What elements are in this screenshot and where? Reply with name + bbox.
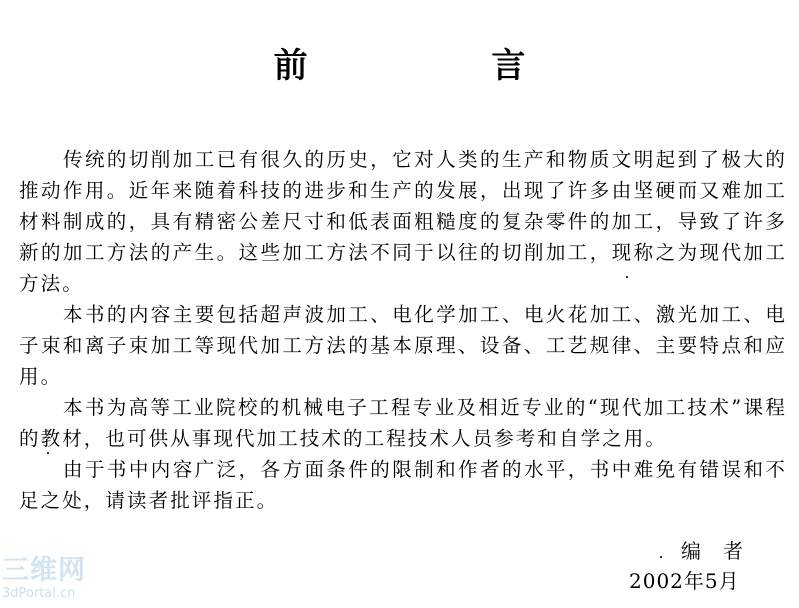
watermark-logo-text: 三维网 [2,555,86,586]
paragraph: 本书的内容主要包括超声波加工、电化学加工、电火花加工、激光加工、电子束和离子束加工等现代加工方法的基本原理、设备、工艺规律、主要特点和应用。 [19,303,787,388]
page-title: 前 言 [273,46,612,86]
preface-body [19,144,787,516]
watermark-url: 3dPortal.cn [2,586,76,601]
scan-speck [47,452,49,454]
preface-date: 2002年5月 [629,569,740,593]
paragraph: 本书为高等工业院校的机械电子工程专业及相近专业的“现代加工技术”课程的教材，也可供从事现代加工技术的工程技术人员参考和自学之用。 [19,396,787,450]
watermark-logo [2,556,112,606]
author-signature: 编者 [681,539,765,563]
paragraph: 传统的切削加工已有很久的历史，它对人类的生产和物质文明起到了极大的推动作用。近年来随着科技的进步和生产的发展，出现了许多由坚硬而又难加工材料制成的，具有精密公差尺寸和低表面粗糙度的复杂零件的加工，导致了许多新的加工方法的产生。这些加工方法不同于以往的切削加工，现称之为现代加工方法。 [19,148,787,295]
scan-speck [626,276,628,278]
scan-speck [660,556,662,558]
paragraph: 由于书中内容广泛，各方面条件的限制和作者的水平，书中难免有错误和不足之处，请读者批评指正。 [19,458,787,512]
